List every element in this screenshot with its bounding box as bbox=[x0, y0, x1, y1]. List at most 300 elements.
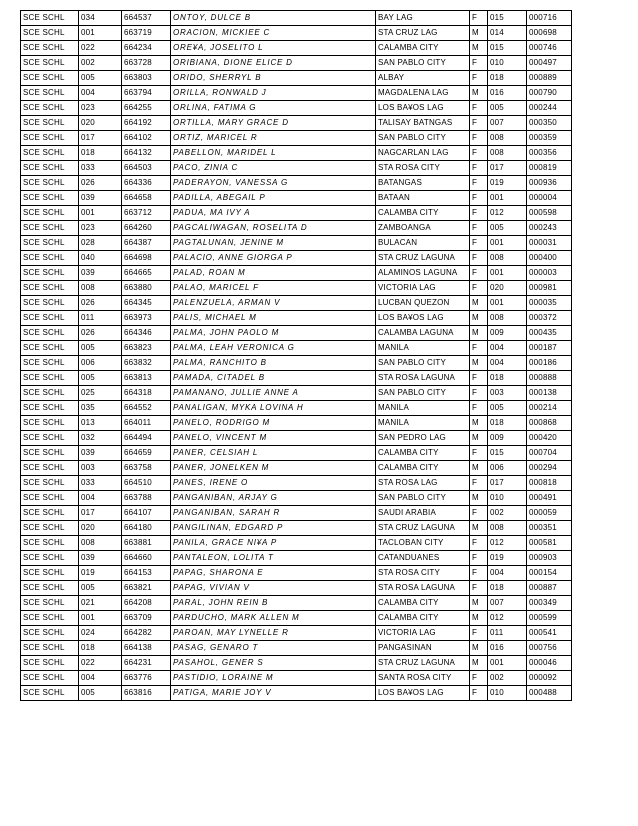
school-number-cell: 001 bbox=[79, 611, 122, 626]
school-number-cell: 026 bbox=[79, 176, 122, 191]
sequence-cell: 000356 bbox=[527, 146, 572, 161]
table-row bbox=[21, 611, 572, 626]
room-cell: 010 bbox=[488, 56, 527, 71]
school-code-cell: SCE SCHL bbox=[21, 176, 79, 191]
school-number-cell: 002 bbox=[79, 56, 122, 71]
address-cell: MANILA bbox=[376, 341, 470, 356]
room-cell: 012 bbox=[488, 206, 527, 221]
name-cell: PANER, CELSIAH L bbox=[171, 446, 376, 461]
school-number-cell: 022 bbox=[79, 656, 122, 671]
school-number-cell: 019 bbox=[79, 566, 122, 581]
name-cell: PASAHOL, GENER S bbox=[171, 656, 376, 671]
id-number-cell: 664658 bbox=[122, 191, 171, 206]
table-row bbox=[21, 431, 572, 446]
address-cell: MANILA bbox=[376, 401, 470, 416]
table-row bbox=[21, 56, 572, 71]
sex-cell: M bbox=[470, 41, 488, 56]
school-number-cell: 003 bbox=[79, 461, 122, 476]
room-cell: 001 bbox=[488, 236, 527, 251]
sequence-cell: 000035 bbox=[527, 296, 572, 311]
room-cell: 012 bbox=[488, 611, 527, 626]
school-code-cell: SCE SCHL bbox=[21, 626, 79, 641]
school-code-cell: SCE SCHL bbox=[21, 326, 79, 341]
sequence-cell: 000903 bbox=[527, 551, 572, 566]
school-number-cell: 017 bbox=[79, 506, 122, 521]
name-cell: PALMA, JOHN PAOLO M bbox=[171, 326, 376, 341]
school-code-cell: SCE SCHL bbox=[21, 41, 79, 56]
name-cell: PAROAN, MAY LYNELLE R bbox=[171, 626, 376, 641]
name-cell: ORACION, MICKIEE C bbox=[171, 26, 376, 41]
table-row bbox=[21, 491, 572, 506]
school-code-cell: SCE SCHL bbox=[21, 461, 79, 476]
school-number-cell: 008 bbox=[79, 281, 122, 296]
school-number-cell: 039 bbox=[79, 446, 122, 461]
school-code-cell: SCE SCHL bbox=[21, 641, 79, 656]
school-number-cell: 033 bbox=[79, 476, 122, 491]
address-cell: SANTA ROSA CITY bbox=[376, 671, 470, 686]
sequence-cell: 000154 bbox=[527, 566, 572, 581]
room-cell: 012 bbox=[488, 536, 527, 551]
id-number-cell: 664231 bbox=[122, 656, 171, 671]
address-cell: STA CRUZ LAGUNA bbox=[376, 521, 470, 536]
sex-cell: M bbox=[470, 491, 488, 506]
room-cell: 004 bbox=[488, 566, 527, 581]
sequence-cell: 000059 bbox=[527, 506, 572, 521]
room-cell: 016 bbox=[488, 86, 527, 101]
table-row bbox=[21, 101, 572, 116]
room-cell: 016 bbox=[488, 641, 527, 656]
sex-cell: M bbox=[470, 416, 488, 431]
id-number-cell: 663728 bbox=[122, 56, 171, 71]
table-row bbox=[21, 461, 572, 476]
id-number-cell: 663881 bbox=[122, 536, 171, 551]
id-number-cell: 664192 bbox=[122, 116, 171, 131]
sequence-cell: 000351 bbox=[527, 521, 572, 536]
table-row bbox=[21, 566, 572, 581]
table-row bbox=[21, 281, 572, 296]
school-code-cell: SCE SCHL bbox=[21, 146, 79, 161]
table-row bbox=[21, 161, 572, 176]
school-code-cell: SCE SCHL bbox=[21, 371, 79, 386]
sequence-cell: 000092 bbox=[527, 671, 572, 686]
sequence-cell: 000046 bbox=[527, 656, 572, 671]
school-code-cell: SCE SCHL bbox=[21, 311, 79, 326]
sex-cell: M bbox=[470, 641, 488, 656]
room-cell: 009 bbox=[488, 326, 527, 341]
table-row bbox=[21, 206, 572, 221]
table-row bbox=[21, 341, 572, 356]
name-cell: PANILA, GRACE NI¥A P bbox=[171, 536, 376, 551]
address-cell: SAN PEDRO LAG bbox=[376, 431, 470, 446]
id-number-cell: 664153 bbox=[122, 566, 171, 581]
name-cell: ORIDO, SHERRYL B bbox=[171, 71, 376, 86]
school-number-cell: 005 bbox=[79, 581, 122, 596]
table-row bbox=[21, 71, 572, 86]
room-cell: 001 bbox=[488, 266, 527, 281]
address-cell: STA ROSA LAGUNA bbox=[376, 581, 470, 596]
sex-cell: F bbox=[470, 116, 488, 131]
school-number-cell: 017 bbox=[79, 131, 122, 146]
name-cell: PANGANIBAN, SARAH R bbox=[171, 506, 376, 521]
address-cell: ZAMBOANGA bbox=[376, 221, 470, 236]
id-number-cell: 663758 bbox=[122, 461, 171, 476]
table-row bbox=[21, 581, 572, 596]
name-cell: PASAG, GENARO T bbox=[171, 641, 376, 656]
address-cell: MAGDALENA LAG bbox=[376, 86, 470, 101]
school-number-cell: 008 bbox=[79, 536, 122, 551]
address-cell: STA CRUZ LAGUNA bbox=[376, 656, 470, 671]
id-number-cell: 664180 bbox=[122, 521, 171, 536]
address-cell: STA CRUZ LAG bbox=[376, 26, 470, 41]
sequence-cell: 000138 bbox=[527, 386, 572, 401]
school-number-cell: 020 bbox=[79, 521, 122, 536]
sequence-cell: 000186 bbox=[527, 356, 572, 371]
sex-cell: M bbox=[470, 431, 488, 446]
name-cell: PADUA, MA IVY A bbox=[171, 206, 376, 221]
id-number-cell: 663776 bbox=[122, 671, 171, 686]
id-number-cell: 663709 bbox=[122, 611, 171, 626]
table-row bbox=[21, 296, 572, 311]
school-number-cell: 018 bbox=[79, 641, 122, 656]
sex-cell: F bbox=[470, 536, 488, 551]
room-cell: 017 bbox=[488, 161, 527, 176]
name-cell: PALENZUELA, ARMAN V bbox=[171, 296, 376, 311]
sex-cell: M bbox=[470, 611, 488, 626]
table-row bbox=[21, 641, 572, 656]
sequence-cell: 000372 bbox=[527, 311, 572, 326]
room-cell: 020 bbox=[488, 281, 527, 296]
sex-cell: F bbox=[470, 146, 488, 161]
sex-cell: F bbox=[470, 476, 488, 491]
sequence-cell: 000003 bbox=[527, 266, 572, 281]
room-cell: 008 bbox=[488, 146, 527, 161]
sex-cell: F bbox=[470, 626, 488, 641]
school-number-cell: 035 bbox=[79, 401, 122, 416]
school-number-cell: 013 bbox=[79, 416, 122, 431]
sequence-cell: 000716 bbox=[527, 11, 572, 26]
table-row bbox=[21, 131, 572, 146]
name-cell: PARAL, JOHN REIN B bbox=[171, 596, 376, 611]
address-cell: NAGCARLAN LAG bbox=[376, 146, 470, 161]
room-cell: 002 bbox=[488, 506, 527, 521]
school-number-cell: 026 bbox=[79, 296, 122, 311]
sex-cell: F bbox=[470, 191, 488, 206]
name-cell: ORTIZ, MARICEL R bbox=[171, 131, 376, 146]
sequence-cell: 000349 bbox=[527, 596, 572, 611]
school-code-cell: SCE SCHL bbox=[21, 551, 79, 566]
name-cell: PANALIGAN, MYKA LOVINA H bbox=[171, 401, 376, 416]
sex-cell: F bbox=[470, 371, 488, 386]
name-cell: PACO, ZINIA C bbox=[171, 161, 376, 176]
name-cell: ORILLA, RONWALD J bbox=[171, 86, 376, 101]
room-cell: 004 bbox=[488, 356, 527, 371]
school-number-cell: 001 bbox=[79, 206, 122, 221]
table-row bbox=[21, 176, 572, 191]
school-code-cell: SCE SCHL bbox=[21, 491, 79, 506]
school-number-cell: 039 bbox=[79, 191, 122, 206]
address-cell: CALAMBA CITY bbox=[376, 41, 470, 56]
sequence-cell: 000359 bbox=[527, 131, 572, 146]
table-row bbox=[21, 311, 572, 326]
id-number-cell: 663832 bbox=[122, 356, 171, 371]
id-number-cell: 664346 bbox=[122, 326, 171, 341]
school-code-cell: SCE SCHL bbox=[21, 131, 79, 146]
school-code-cell: SCE SCHL bbox=[21, 686, 79, 701]
id-number-cell: 664318 bbox=[122, 386, 171, 401]
id-number-cell: 664011 bbox=[122, 416, 171, 431]
school-code-cell: SCE SCHL bbox=[21, 116, 79, 131]
address-cell: STA CRUZ LAGUNA bbox=[376, 251, 470, 266]
sequence-cell: 000599 bbox=[527, 611, 572, 626]
table-row bbox=[21, 356, 572, 371]
room-cell: 010 bbox=[488, 491, 527, 506]
sequence-cell: 000400 bbox=[527, 251, 572, 266]
name-cell: PALAO, MARICEL F bbox=[171, 281, 376, 296]
table-row bbox=[21, 116, 572, 131]
name-cell: PARDUCHO, MARK ALLEN M bbox=[171, 611, 376, 626]
school-code-cell: SCE SCHL bbox=[21, 86, 79, 101]
school-code-cell: SCE SCHL bbox=[21, 296, 79, 311]
sex-cell: M bbox=[470, 26, 488, 41]
school-code-cell: SCE SCHL bbox=[21, 356, 79, 371]
room-cell: 015 bbox=[488, 41, 527, 56]
room-cell: 018 bbox=[488, 371, 527, 386]
school-code-cell: SCE SCHL bbox=[21, 596, 79, 611]
room-cell: 002 bbox=[488, 671, 527, 686]
table-row bbox=[21, 446, 572, 461]
sequence-cell: 000581 bbox=[527, 536, 572, 551]
school-code-cell: SCE SCHL bbox=[21, 11, 79, 26]
name-cell: PAGCALIWAGAN, ROSELITA D bbox=[171, 221, 376, 236]
sex-cell: M bbox=[470, 461, 488, 476]
sex-cell: M bbox=[470, 656, 488, 671]
sex-cell: F bbox=[470, 56, 488, 71]
sex-cell: M bbox=[470, 311, 488, 326]
sex-cell: M bbox=[470, 521, 488, 536]
name-cell: PABELLON, MARIDEL L bbox=[171, 146, 376, 161]
school-code-cell: SCE SCHL bbox=[21, 206, 79, 221]
address-cell: MANILA bbox=[376, 416, 470, 431]
sequence-cell: 000187 bbox=[527, 341, 572, 356]
room-cell: 001 bbox=[488, 296, 527, 311]
address-cell: TACLOBAN CITY bbox=[376, 536, 470, 551]
sex-cell: F bbox=[470, 401, 488, 416]
address-cell: VICTORIA LAG bbox=[376, 626, 470, 641]
name-cell: PANELO, RODRIGO M bbox=[171, 416, 376, 431]
sequence-cell: 000790 bbox=[527, 86, 572, 101]
school-number-cell: 005 bbox=[79, 71, 122, 86]
sequence-cell: 000981 bbox=[527, 281, 572, 296]
sex-cell: M bbox=[470, 356, 488, 371]
name-cell: PATIGA, MARIE JOY V bbox=[171, 686, 376, 701]
table-row bbox=[21, 536, 572, 551]
sequence-cell: 000488 bbox=[527, 686, 572, 701]
name-cell: PANGILINAN, EDGARD P bbox=[171, 521, 376, 536]
address-cell: PANGASINAN bbox=[376, 641, 470, 656]
address-cell: LOS BA¥OS LAG bbox=[376, 101, 470, 116]
school-code-cell: SCE SCHL bbox=[21, 506, 79, 521]
room-cell: 018 bbox=[488, 71, 527, 86]
school-code-cell: SCE SCHL bbox=[21, 161, 79, 176]
sequence-cell: 000756 bbox=[527, 641, 572, 656]
id-number-cell: 663813 bbox=[122, 371, 171, 386]
table-row bbox=[21, 236, 572, 251]
room-cell: 011 bbox=[488, 626, 527, 641]
id-number-cell: 663712 bbox=[122, 206, 171, 221]
school-number-cell: 040 bbox=[79, 251, 122, 266]
name-cell: ORE¥A, JOSELITO L bbox=[171, 41, 376, 56]
sequence-cell: 000746 bbox=[527, 41, 572, 56]
room-cell: 007 bbox=[488, 116, 527, 131]
address-cell: CALAMBA CITY bbox=[376, 611, 470, 626]
school-code-cell: SCE SCHL bbox=[21, 386, 79, 401]
id-number-cell: 663816 bbox=[122, 686, 171, 701]
school-number-cell: 006 bbox=[79, 356, 122, 371]
school-number-cell: 039 bbox=[79, 266, 122, 281]
sex-cell: F bbox=[470, 281, 488, 296]
address-cell: VICTORIA LAG bbox=[376, 281, 470, 296]
school-number-cell: 004 bbox=[79, 671, 122, 686]
address-cell: SAN PABLO CITY bbox=[376, 356, 470, 371]
room-cell: 004 bbox=[488, 341, 527, 356]
room-cell: 001 bbox=[488, 656, 527, 671]
id-number-cell: 664698 bbox=[122, 251, 171, 266]
address-cell: CALAMBA LAGUNA bbox=[376, 326, 470, 341]
name-cell: PALACIO, ANNE GIORGA P bbox=[171, 251, 376, 266]
name-cell: ORTILLA, MARY GRACE D bbox=[171, 116, 376, 131]
name-cell: PAPAG, VIVIAN V bbox=[171, 581, 376, 596]
address-cell: STA ROSA CITY bbox=[376, 161, 470, 176]
school-code-cell: SCE SCHL bbox=[21, 611, 79, 626]
id-number-cell: 664102 bbox=[122, 131, 171, 146]
id-number-cell: 663823 bbox=[122, 341, 171, 356]
school-number-cell: 001 bbox=[79, 26, 122, 41]
sequence-cell: 000598 bbox=[527, 206, 572, 221]
school-number-cell: 033 bbox=[79, 161, 122, 176]
school-number-cell: 004 bbox=[79, 86, 122, 101]
address-cell: CALAMBA CITY bbox=[376, 596, 470, 611]
room-cell: 018 bbox=[488, 416, 527, 431]
sequence-cell: 000435 bbox=[527, 326, 572, 341]
id-number-cell: 664503 bbox=[122, 161, 171, 176]
address-cell: CALAMBA CITY bbox=[376, 461, 470, 476]
table-row bbox=[21, 671, 572, 686]
school-code-cell: SCE SCHL bbox=[21, 446, 79, 461]
address-cell: ALAMINOS LAGUNA bbox=[376, 266, 470, 281]
sequence-cell: 000889 bbox=[527, 71, 572, 86]
room-cell: 017 bbox=[488, 476, 527, 491]
sequence-cell: 000214 bbox=[527, 401, 572, 416]
name-cell: PASTIDIO, LORAINE M bbox=[171, 671, 376, 686]
school-code-cell: SCE SCHL bbox=[21, 251, 79, 266]
table-row bbox=[21, 266, 572, 281]
name-cell: PALMA, LEAH VERONICA G bbox=[171, 341, 376, 356]
school-number-cell: 011 bbox=[79, 311, 122, 326]
id-number-cell: 663719 bbox=[122, 26, 171, 41]
sex-cell: F bbox=[470, 221, 488, 236]
school-code-cell: SCE SCHL bbox=[21, 521, 79, 536]
school-code-cell: SCE SCHL bbox=[21, 71, 79, 86]
id-number-cell: 664107 bbox=[122, 506, 171, 521]
sex-cell: F bbox=[470, 236, 488, 251]
name-cell: PALAD, ROAN M bbox=[171, 266, 376, 281]
table-row bbox=[21, 326, 572, 341]
sex-cell: F bbox=[470, 446, 488, 461]
table-row bbox=[21, 506, 572, 521]
table-row bbox=[21, 401, 572, 416]
table-row bbox=[21, 221, 572, 236]
table-row bbox=[21, 251, 572, 266]
table-row bbox=[21, 11, 572, 26]
sex-cell: M bbox=[470, 296, 488, 311]
sex-cell: F bbox=[470, 551, 488, 566]
name-cell: PAGTALUNAN, JENINE M bbox=[171, 236, 376, 251]
address-cell: STA ROSA CITY bbox=[376, 566, 470, 581]
sex-cell: F bbox=[470, 341, 488, 356]
sequence-cell: 000244 bbox=[527, 101, 572, 116]
school-number-cell: 034 bbox=[79, 11, 122, 26]
school-number-cell: 021 bbox=[79, 596, 122, 611]
sequence-cell: 000294 bbox=[527, 461, 572, 476]
room-cell: 009 bbox=[488, 431, 527, 446]
name-cell: PAMANANO, JULLIE ANNE A bbox=[171, 386, 376, 401]
name-cell: ORIBIANA, DIONE ELICE D bbox=[171, 56, 376, 71]
room-cell: 001 bbox=[488, 191, 527, 206]
records-table bbox=[20, 10, 572, 701]
sex-cell: F bbox=[470, 11, 488, 26]
name-cell: PANER, JONELKEN M bbox=[171, 461, 376, 476]
address-cell: LUCBAN QUEZON bbox=[376, 296, 470, 311]
name-cell: PANES, IRENE O bbox=[171, 476, 376, 491]
school-code-cell: SCE SCHL bbox=[21, 431, 79, 446]
sequence-cell: 000420 bbox=[527, 431, 572, 446]
school-number-cell: 023 bbox=[79, 221, 122, 236]
room-cell: 014 bbox=[488, 26, 527, 41]
school-number-cell: 026 bbox=[79, 326, 122, 341]
address-cell: CALAMBA CITY bbox=[376, 446, 470, 461]
room-cell: 015 bbox=[488, 446, 527, 461]
sex-cell: F bbox=[470, 71, 488, 86]
room-cell: 019 bbox=[488, 551, 527, 566]
school-code-cell: SCE SCHL bbox=[21, 416, 79, 431]
id-number-cell: 664132 bbox=[122, 146, 171, 161]
sequence-cell: 000887 bbox=[527, 581, 572, 596]
school-number-cell: 005 bbox=[79, 686, 122, 701]
name-cell: PALMA, RANCHITO B bbox=[171, 356, 376, 371]
id-number-cell: 664282 bbox=[122, 626, 171, 641]
name-cell: ONTOY, DULCE B bbox=[171, 11, 376, 26]
room-cell: 008 bbox=[488, 251, 527, 266]
school-number-cell: 018 bbox=[79, 146, 122, 161]
table-row bbox=[21, 371, 572, 386]
sequence-cell: 000936 bbox=[527, 176, 572, 191]
id-number-cell: 664552 bbox=[122, 401, 171, 416]
id-number-cell: 663794 bbox=[122, 86, 171, 101]
school-code-cell: SCE SCHL bbox=[21, 476, 79, 491]
name-cell: ORLINA, FATIMA G bbox=[171, 101, 376, 116]
table-row bbox=[21, 476, 572, 491]
address-cell: STA ROSA LAGUNA bbox=[376, 371, 470, 386]
table-row bbox=[21, 626, 572, 641]
address-cell: LOS BA¥OS LAG bbox=[376, 686, 470, 701]
sex-cell: F bbox=[470, 161, 488, 176]
id-number-cell: 664387 bbox=[122, 236, 171, 251]
school-number-cell: 004 bbox=[79, 491, 122, 506]
school-number-cell: 032 bbox=[79, 431, 122, 446]
id-number-cell: 663973 bbox=[122, 311, 171, 326]
school-number-cell: 005 bbox=[79, 341, 122, 356]
sequence-cell: 000491 bbox=[527, 491, 572, 506]
